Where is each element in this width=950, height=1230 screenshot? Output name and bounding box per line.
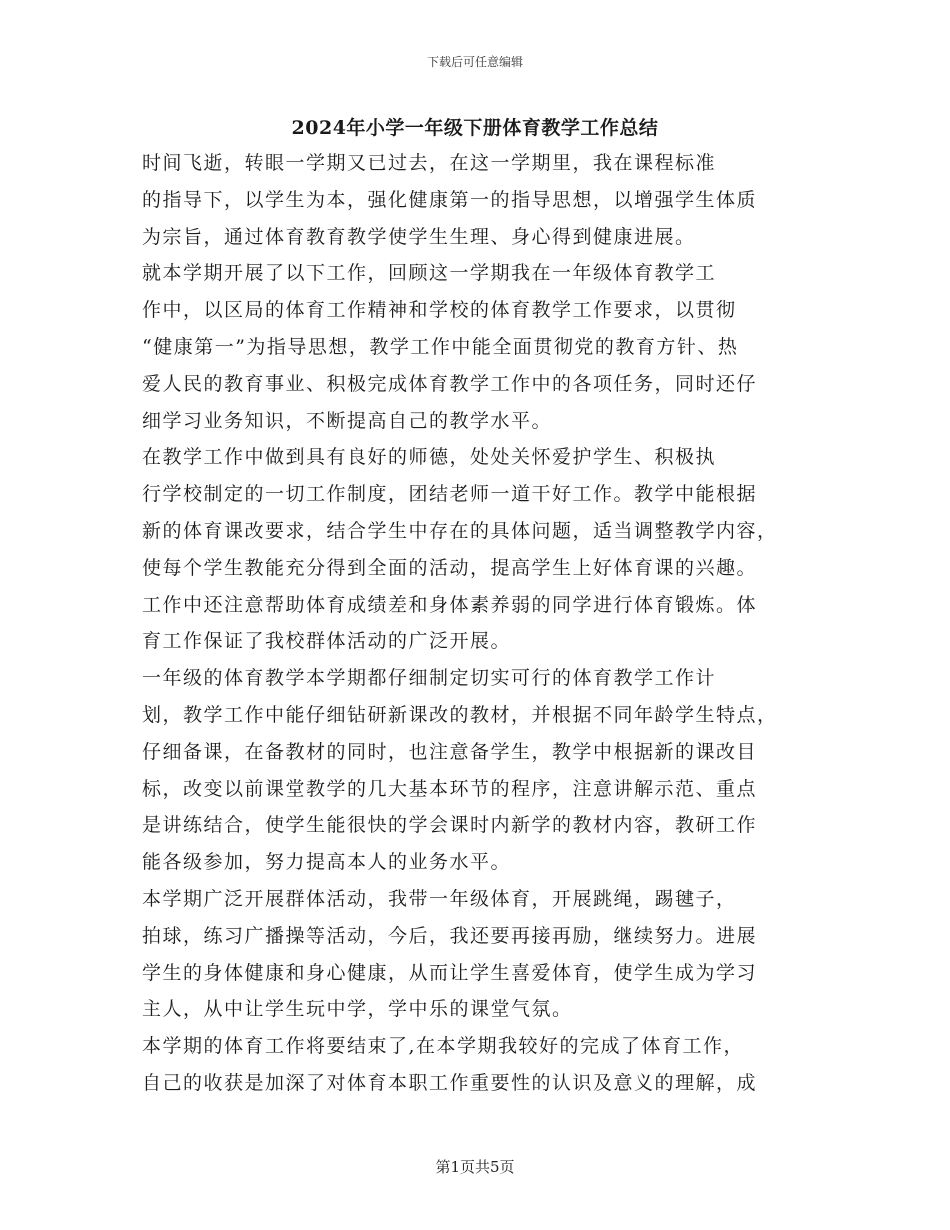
text-line: 是讲练结合，使学生能很快的学会课时内新学的教材内容，教研工作 [142, 814, 758, 837]
text-line: 细学习业务知识，不断提高自己的教学水平。 [142, 409, 553, 432]
text-line: 拍球，练习广播操等活动，今后，我还要再接再励，继续努力。进展 [142, 924, 758, 947]
document-body [142, 145, 822, 1102]
text-line: 为宗旨，通过体育教育教学使学生生理、身心得到健康进展。 [142, 225, 696, 248]
text-line: 育工作保证了我校群体活动的广泛开展。 [142, 630, 512, 653]
text-line: 的指导下，以学生为本，强化健康第一的指导思想，以增强学生体质 [142, 188, 758, 211]
text-line: 本学期广泛开展群体活动，我带一年级体育，开展跳绳，踢毽子， [142, 887, 737, 910]
document-title: 2024年小学一年级下册体育教学工作总结 [291, 117, 659, 139]
page-number: 第1页共5页 [435, 1158, 515, 1176]
text-line: 使每个学生教能充分得到全面的活动，提高学生上好体育课的兴趣。 [142, 556, 758, 579]
text-line: 本学期的体育工作将要结束了,在本学期我较好的完成了体育工作， [142, 1035, 745, 1058]
text-line: “健康第一”为指导思想，教学工作中能全面贯彻党的教育方针、热 [142, 335, 739, 358]
text-line: 一年级的体育教学本学期都仔细制定切实可行的体育教学工作计 [142, 667, 717, 690]
paragraph-3 [142, 439, 822, 660]
paragraph-4 [142, 660, 822, 881]
paragraph-6 [142, 1028, 822, 1102]
paragraph-5 [142, 881, 822, 1028]
text-line: 自己的收获是加深了对体育本职工作重要性的认识及意义的理解，成 [142, 1071, 758, 1094]
text-line: 划，教学工作中能仔细钻研新课改的教材，并根据不同年龄学生特点， [142, 703, 778, 726]
text-line: 时间飞逝，转眼一学期又已过去，在这一学期里，我在课程标准 [142, 152, 717, 174]
text-line: 就本学期开展了以下工作，回顾这一学期我在一年级体育教学工 [142, 262, 717, 285]
text-line: 爱人民的教育事业、积极完成体育教学工作中的各项任务，同时还仔 [142, 372, 758, 395]
text-line: 行学校制定的一切工作制度，团结老师一道干好工作。教学中能根据 [142, 483, 758, 506]
text-line: 学生的身体健康和身心健康，从而让学生喜爱体育，使学生成为学习 [142, 961, 758, 984]
text-line: 标，改变以前课堂教学的几大基本环节的程序，注意讲解示范、重点 [142, 777, 758, 800]
text-line: 在教学工作中做到具有良好的师德，处处关怀爱护学生、积极执 [142, 446, 717, 469]
paragraph-2 [142, 255, 822, 439]
text-line: 主人，从中让学生玩中学，学中乐的课堂气氛。 [142, 998, 573, 1021]
text-line: 工作中还注意帮助体育成绩差和身体素养弱的同学进行体育锻炼。体 [142, 593, 758, 616]
text-line: 仔细备课，在备教材的同时，也注意备学生，教学中根据新的课改目 [142, 740, 758, 763]
text-line: 新的体育课改要求，结合学生中存在的具体问题，适当调整教学内容， [142, 519, 778, 542]
paragraph-1 [142, 145, 822, 255]
text-line: 能各级参加，努力提高本人的业务水平。 [142, 851, 512, 874]
header-note: 下载后可任意编辑 [426, 55, 523, 69]
text-line: 作中，以区局的体育工作精神和学校的体育教学工作要求，以贯彻 [142, 299, 737, 322]
